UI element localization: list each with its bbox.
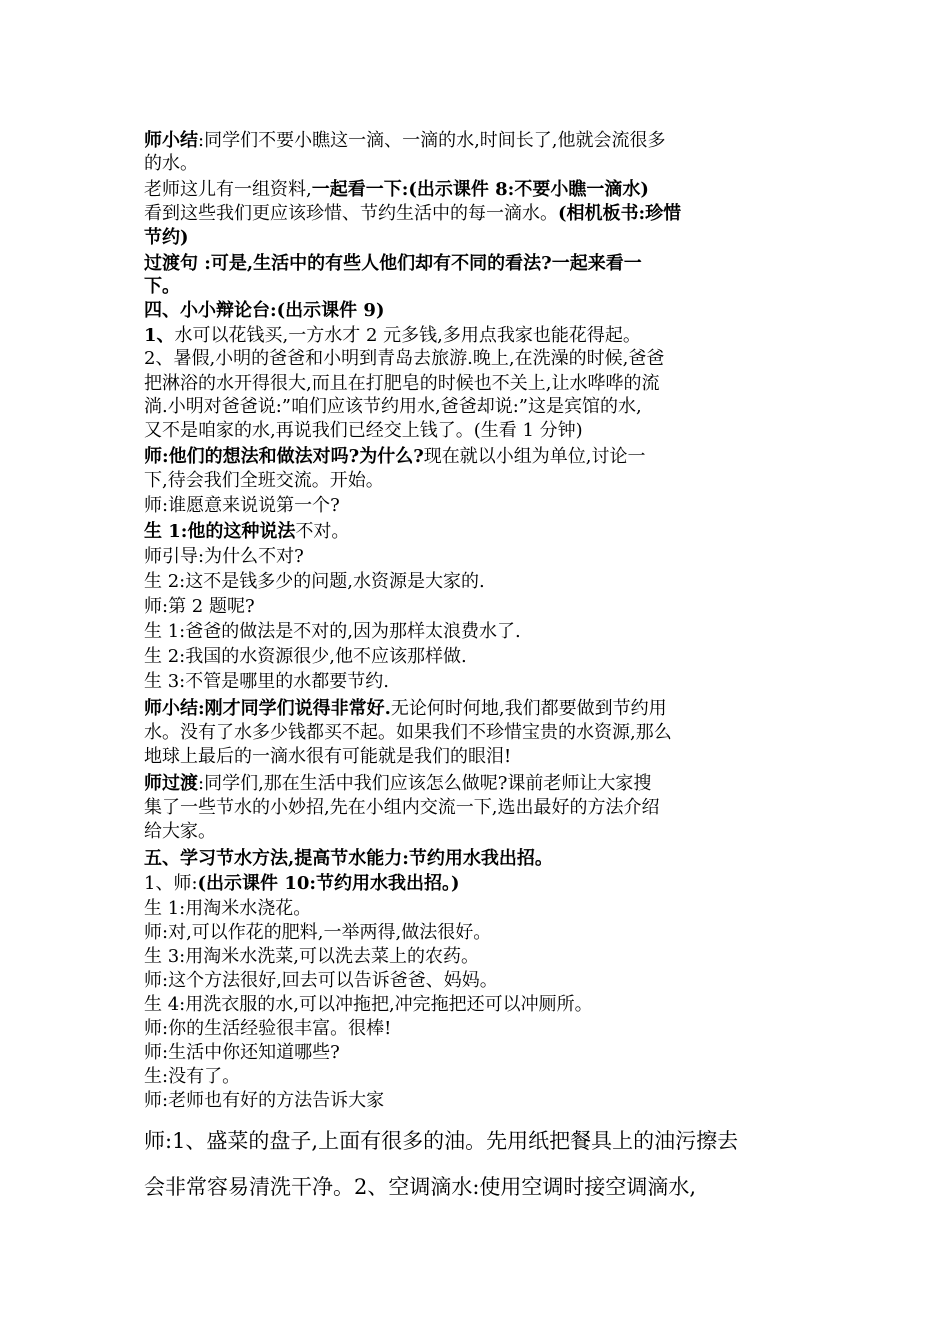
text-line bbox=[144, 670, 389, 693]
text-line bbox=[144, 697, 667, 720]
text-segment: 师:1、盛菜的盘子,上面有很多的油。先用纸把餐具上的油污擦去 bbox=[144, 1129, 739, 1153]
text-segment: 水可以花钱买,一方水才 2 元多钱,多用点我家也能花得起。 bbox=[174, 325, 641, 346]
text-line bbox=[144, 872, 460, 895]
text-line bbox=[144, 275, 180, 298]
text-line bbox=[144, 1127, 738, 1155]
text-segment: 把淋浴的水开得很大,而且在打肥皂的时候也不关上,让水哗哗的流 bbox=[144, 373, 660, 394]
text-segment: 师:生活中你还知道哪些? bbox=[144, 1042, 340, 1063]
text-segment: 四、小小辩论台:(出示课件 9) bbox=[144, 300, 385, 321]
text-segment: 节约) bbox=[144, 227, 189, 248]
text-line bbox=[144, 820, 216, 843]
text-line bbox=[144, 772, 651, 795]
text-line bbox=[144, 1173, 696, 1201]
text-segment: 给大家。 bbox=[144, 821, 216, 842]
text-segment: 师过渡 bbox=[144, 773, 198, 794]
text-line bbox=[144, 469, 384, 492]
text-line bbox=[144, 570, 485, 593]
text-segment: 师:老师也有好的方法告诉大家 bbox=[144, 1090, 385, 1111]
text-segment: 1、师: bbox=[144, 873, 198, 894]
text-segment: 下,待会我们全班交流。开始。 bbox=[144, 470, 384, 491]
text-segment: 过渡句 :可是,生活中的有些人他们却有不同的看法?一起来看一 bbox=[144, 253, 642, 274]
text-segment: 生 2:这不是钱多少的问题,水资源是大家的. bbox=[144, 571, 485, 592]
text-segment: 师:他们的想法和做法对吗?为什么? bbox=[144, 446, 424, 467]
text-line bbox=[144, 721, 672, 744]
text-line bbox=[144, 324, 641, 347]
text-segment: 五、学习节水方法,提高节水能力:节约用水我出招。 bbox=[144, 848, 553, 869]
text-segment: 集了一些节水的小妙招,先在小组内交流一下,选出最好的方法介绍 bbox=[144, 797, 660, 818]
text-line bbox=[144, 520, 349, 543]
text-line bbox=[144, 897, 311, 920]
text-segment: 生 1:用淘米水浇花。 bbox=[144, 898, 312, 919]
text-line bbox=[144, 178, 649, 201]
text-line bbox=[144, 202, 681, 225]
text-segment: 师:对,可以作花的肥料,一举两得,做法很好。 bbox=[144, 922, 492, 943]
text-segment: 现在就以小组为单位,讨论一 bbox=[423, 446, 646, 467]
text-line bbox=[144, 129, 666, 152]
text-segment: 生 1:爸爸的做法是不对的,因为那样太浪费水了. bbox=[144, 621, 521, 642]
text-segment: 会非常容易清洗干净。2、空调滴水:使用空调时接空调滴水, bbox=[144, 1175, 697, 1199]
text-segment: 2、暑假,小明的爸爸和小明到青岛去旅游.晚上,在洗澡的时候,爸爸 bbox=[144, 348, 665, 369]
text-line bbox=[144, 494, 340, 517]
text-line bbox=[144, 745, 511, 768]
text-line bbox=[144, 252, 642, 275]
text-segment: 师:你的生活经验很丰富。很棒! bbox=[144, 1018, 392, 1039]
text-segment: 老师这儿有一组资料, bbox=[144, 179, 312, 200]
text-line bbox=[144, 595, 255, 618]
text-segment: 师小结 bbox=[144, 130, 198, 151]
text-segment: :同学们,那在生活中我们应该怎么做呢?课前老师让大家搜 bbox=[198, 773, 652, 794]
text-line bbox=[144, 921, 491, 944]
text-segment: 生 1:他的这种说法 bbox=[144, 521, 296, 542]
text-segment: 淌.小明对爸爸说:”咱们应该节约用水,爸爸却说:”这是宾馆的水, bbox=[144, 396, 642, 417]
text-segment: 生 2:我国的水资源很少,他不应该那样做. bbox=[144, 646, 467, 667]
text-line bbox=[144, 847, 553, 870]
text-segment: 又不是咱家的水,再说我们已经交上钱了。(生看 1 分钟) bbox=[144, 420, 583, 441]
text-segment: 师引导:为什么不对? bbox=[144, 546, 304, 567]
text-line bbox=[144, 1041, 340, 1064]
text-line bbox=[144, 299, 384, 322]
text-line bbox=[144, 969, 498, 992]
text-line bbox=[144, 152, 198, 175]
text-line bbox=[144, 395, 642, 418]
text-line bbox=[144, 347, 664, 370]
text-line bbox=[144, 545, 304, 568]
text-segment: 师:第 2 题呢? bbox=[144, 596, 255, 617]
text-line bbox=[144, 226, 189, 249]
text-line bbox=[144, 993, 593, 1016]
text-segment: 生 4:用洗衣服的水,可以冲拖把,冲完拖把还可以冲厕所。 bbox=[144, 994, 593, 1015]
text-line bbox=[144, 620, 521, 643]
text-segment: 看到这些我们更应该珍惜、节约生活中的每一滴水。 bbox=[144, 203, 558, 224]
text-segment: 一起看一下:(出示课件 8:不要小瞧一滴水) bbox=[311, 179, 649, 200]
text-segment: (出示课件 10:节约用水我出招。) bbox=[197, 873, 460, 894]
text-line bbox=[144, 945, 479, 968]
text-segment: 生 3:用淘米水洗菜,可以洗去菜上的农药。 bbox=[144, 946, 479, 967]
text-line bbox=[144, 419, 583, 442]
text-segment: 不对。 bbox=[295, 521, 350, 542]
text-line bbox=[144, 1065, 240, 1088]
text-line bbox=[144, 1089, 384, 1112]
text-segment: 水。没有了水多少钱都买不起。如果我们不珍惜宝贵的水资源,那么 bbox=[144, 722, 672, 743]
text-segment: 下。 bbox=[144, 276, 180, 297]
text-segment: (相机板书:珍惜 bbox=[558, 203, 682, 224]
text-line bbox=[144, 445, 645, 468]
text-segment: 师:这个方法很好,回去可以告诉爸爸、妈妈。 bbox=[144, 970, 498, 991]
text-segment: 的水。 bbox=[144, 153, 198, 174]
text-segment: 无论何时何地,我们都要做到节约用 bbox=[390, 698, 667, 719]
text-line bbox=[144, 1017, 391, 1040]
text-line bbox=[144, 796, 659, 819]
text-segment: :同学们不要小瞧这一滴、一滴的水,时间长了,他就会流很多 bbox=[198, 130, 666, 151]
text-segment: 生:没有了。 bbox=[144, 1066, 241, 1087]
text-segment: 地球上最后的一滴水很有可能就是我们的眼泪! bbox=[144, 746, 512, 767]
text-line bbox=[144, 372, 659, 395]
text-line bbox=[144, 645, 467, 668]
text-segment: 师:谁愿意来说说第一个? bbox=[144, 495, 340, 516]
text-segment: 1、 bbox=[144, 325, 175, 346]
text-segment: 师小结:刚才同学们说得非常好. bbox=[144, 698, 391, 719]
text-segment: 生 3:不管是哪里的水都要节约. bbox=[144, 671, 389, 692]
